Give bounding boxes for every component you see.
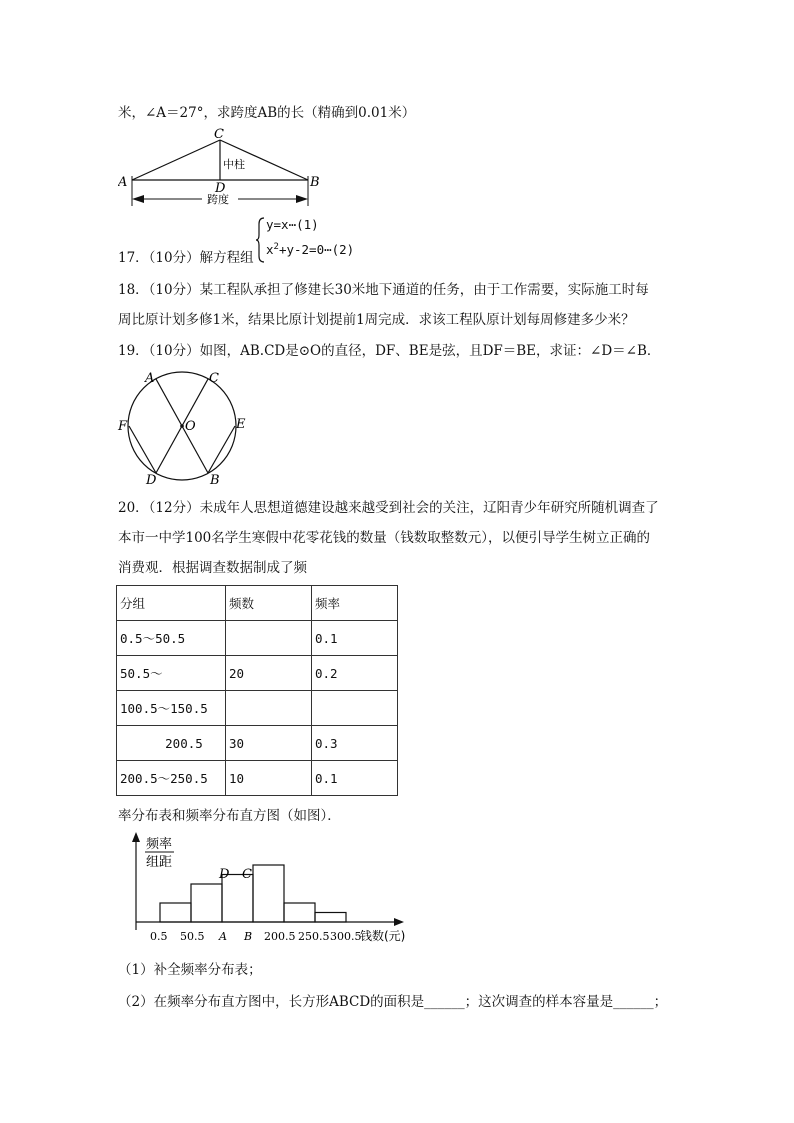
histogram-bar bbox=[315, 913, 346, 923]
xtick: 250.5 bbox=[298, 930, 330, 943]
label-zhongzhu: 中柱 bbox=[223, 158, 245, 171]
pt-a: A bbox=[145, 371, 155, 386]
table-cell: 100.5～150.5 bbox=[117, 691, 226, 726]
table-cell: 200.5～250.5 bbox=[117, 761, 226, 796]
bar-label-d: D bbox=[219, 867, 230, 882]
q20-line4: 率分布表和频率分布直方图（如图）． bbox=[118, 808, 341, 824]
equation-1: y=x⋯(1) bbox=[266, 217, 319, 232]
frequency-table bbox=[116, 585, 398, 796]
table-row bbox=[117, 691, 398, 726]
q17-prefix: 17．（10分）解方程组 bbox=[118, 250, 254, 266]
pt-e: E bbox=[236, 417, 246, 432]
table-cell: 50.5～ bbox=[117, 656, 226, 691]
q20-line3: 消费观．根据调查数据制成了频 bbox=[118, 560, 307, 576]
pt-f: F bbox=[118, 419, 128, 434]
truss-figure bbox=[118, 126, 328, 210]
table-cell: 0.1 bbox=[312, 761, 398, 796]
table-cell bbox=[226, 621, 312, 656]
table-cell: 200.5 bbox=[117, 726, 226, 761]
table-cell: 0.1 bbox=[312, 621, 398, 656]
xtick: 300.5 bbox=[330, 930, 362, 943]
histogram bbox=[116, 830, 426, 952]
q19-text: 19．（10分）如图，AB.CD是⊙O的直径，DF、BE是弦，且DF＝BE，求证：∠D＝∠B． bbox=[118, 343, 661, 359]
histogram-bar bbox=[191, 884, 222, 922]
label-a: A bbox=[118, 175, 128, 190]
table-row bbox=[117, 656, 398, 691]
table-cell: 20 bbox=[226, 656, 312, 691]
xtick: 200.5 bbox=[264, 930, 296, 943]
equation-2: $x^2+y-2=0\cdots(2)$ bbox=[266, 242, 355, 258]
table-header-cell: 频率 bbox=[312, 586, 398, 621]
q20-line1: 20．（12分）未成年人思想道德建设越来越受到社会的关注，辽阳青少年研究所随机调查了 bbox=[118, 500, 659, 516]
label-d: D bbox=[215, 181, 226, 196]
histogram-bars bbox=[160, 865, 346, 922]
sub-question-2: （2）在频率分布直方图中，长方形ABCD的面积是______；这次调查的样本容量是______； bbox=[118, 994, 668, 1010]
pt-c: C bbox=[209, 371, 219, 386]
table-cell: 0.5～50.5 bbox=[117, 621, 226, 656]
table-cell: 10 bbox=[226, 761, 312, 796]
table-cell: 0.3 bbox=[312, 726, 398, 761]
table-cell: 30 bbox=[226, 726, 312, 761]
sub-question-1: （1）补全频率分布表； bbox=[118, 962, 262, 978]
xtick: 50.5 bbox=[180, 930, 205, 943]
xtick: A bbox=[219, 930, 227, 943]
ylabel-top: 频率 bbox=[146, 837, 173, 852]
circle-figure bbox=[116, 368, 248, 486]
pt-o: O bbox=[185, 419, 196, 434]
table-row bbox=[117, 621, 398, 656]
label-b: B bbox=[310, 175, 320, 190]
xtick: 0.5 bbox=[150, 930, 168, 943]
q18-line1: 18．（10分）某工程队承担了修建长30米地下通道的任务，由于工作需要，实际施工时每 bbox=[118, 282, 649, 298]
xtick: B bbox=[244, 930, 253, 943]
table-row bbox=[117, 761, 398, 796]
table-header-row bbox=[117, 586, 398, 621]
left-brace bbox=[256, 216, 266, 264]
table-row bbox=[117, 726, 398, 761]
table-header-cell: 频数 bbox=[226, 586, 312, 621]
bar-label-c: C bbox=[242, 867, 252, 882]
question-continuation: 米，∠A＝27°，求跨度AB的长（精确到0.01米） bbox=[118, 105, 416, 121]
histogram-bar bbox=[160, 903, 191, 922]
histogram-bar bbox=[284, 903, 315, 922]
label-c: C bbox=[214, 127, 224, 142]
table-header-cell: 分组 bbox=[117, 586, 226, 621]
table-cell bbox=[312, 691, 398, 726]
label-kuadu: 跨度 bbox=[207, 193, 229, 206]
ylabel-bottom: 组距 bbox=[146, 855, 173, 870]
x-axis-arrow bbox=[394, 918, 404, 926]
q20-line2: 本市一中学100名学生寒假中花零花钱的数量（钱数取整数元），以便引导学生树立正确的 bbox=[118, 530, 651, 546]
y-axis-arrow bbox=[132, 832, 140, 842]
table-cell bbox=[226, 691, 312, 726]
pt-b: B bbox=[210, 473, 220, 486]
histogram-bar bbox=[253, 865, 284, 922]
pt-d: D bbox=[146, 473, 157, 486]
q18-line2: 周比原计划多修1米，结果比原计划提前1周完成．求该工程队原计划每周修建多少米？ bbox=[118, 312, 635, 328]
table-cell: 0.2 bbox=[312, 656, 398, 691]
xunit: 钱数(元) bbox=[360, 929, 406, 943]
